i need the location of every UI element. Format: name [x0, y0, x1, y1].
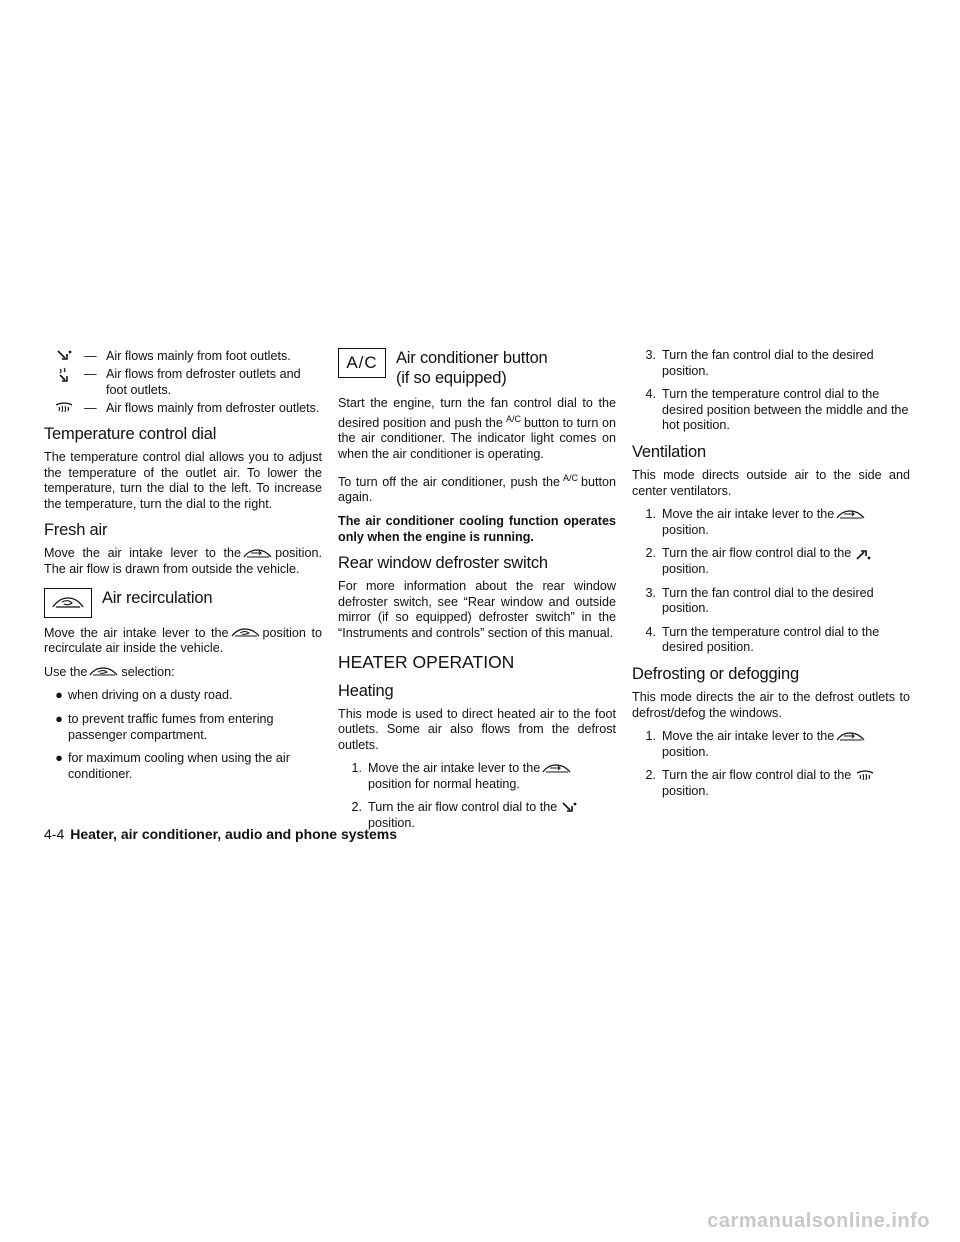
mode-description: Air flows mainly from foot outlets. — [106, 349, 291, 363]
mode-row-defroster — [44, 400, 322, 416]
recirculation-icon — [44, 588, 92, 618]
face-airflow-icon — [855, 547, 871, 561]
foot-airflow-icon — [561, 801, 577, 815]
recirc-use: Use the selection: — [44, 664, 175, 679]
heater-operation-heading: HEATER OPERATION — [338, 651, 515, 672]
defrosting-body: This mode directs the air to the defrost outlets to defrost/defog the windows. — [632, 689, 910, 720]
ac-heading-sub: (if so equipped) — [396, 369, 507, 387]
fresh-air-heading: Fresh air — [44, 521, 108, 540]
list-item: 3. Turn the fan control dial to the desired position. — [645, 348, 874, 378]
defrost-foot-airflow-icon — [44, 366, 84, 398]
heating-body: This mode is used to direct heated air to the foot outlets. Some air also flows from the defrost outlets. — [338, 706, 616, 752]
list-item: 3. Turn the fan control dial to the desired position. — [645, 585, 874, 616]
fresh-air-intake-icon — [834, 730, 868, 744]
ac-body: Start the engine, turn the fan control dial to the desired position and push the $^{A/C}$ button to turn on the air conditioner. The indicator light comes on when the air conditioner is operating. — [338, 396, 616, 461]
list-item: 1. Move the air intake lever to the position. — [632, 729, 910, 760]
heating-heading: Heating — [338, 681, 394, 700]
rear-defroster-body: For more information about the rear window defroster switch, see “Rear window and outside mirror (if so equipped) defroster switch” in the “Instruments and controls” section of this manual. — [338, 579, 616, 640]
page-footer — [44, 826, 397, 842]
chapter-title: Heater, air conditioner, audio and phone systems — [70, 826, 397, 842]
ventilation-body: This mode directs outside air to the side and center ventilators. — [632, 467, 910, 498]
column-right — [632, 348, 910, 807]
mode-description: Air flows from defroster outlets and foot outlets. — [106, 367, 301, 397]
list-item: 2. Turn the air flow control dial to the position. — [632, 546, 910, 577]
temperature-body: The temperature control dial allows you to adjust the temperature of the outlet air. To lower the temperature, turn the dial to the left. To increase the temperature, turn the dial to the right. — [44, 450, 322, 511]
list-item: 2. Turn the air flow control dial to the position. — [338, 800, 616, 831]
column-left — [44, 348, 322, 790]
mode-dash: — — [84, 401, 97, 415]
fresh-air-body: Move the air intake lever to the position. The air flow is drawn from outside the vehicle. — [44, 546, 322, 576]
column-middle — [338, 348, 616, 840]
mode-dash: — — [84, 367, 97, 381]
recirc-heading-box — [44, 588, 322, 618]
recirc-body: Move the air intake lever to the position to recirculate air inside the vehicle. — [44, 625, 322, 656]
list-item: 1. Move the air intake lever to the position for normal heating. — [338, 761, 616, 792]
temperature-heading: Temperature control dial — [44, 425, 217, 443]
mode-dash: — — [84, 349, 97, 363]
fresh-air-intake-icon — [241, 547, 275, 561]
fresh-air-intake-icon — [834, 508, 868, 522]
recirc-heading: Air recirculation — [102, 588, 213, 607]
list-item: ● for maximum cooling when using the air conditioner. — [44, 751, 322, 782]
bullet-icon: ● — [55, 711, 63, 726]
bullet-icon: ● — [55, 688, 63, 703]
mode-description: Air flows mainly from defroster outlets. — [106, 401, 320, 415]
recirculation-icon — [87, 665, 121, 679]
defrosting-heading: Defrosting or defogging — [632, 664, 799, 683]
bullet-icon: ● — [55, 751, 63, 766]
recirculation-icon — [229, 626, 263, 640]
ac-inline-icon: A/C — [505, 413, 521, 424]
ac-off: To turn off the air conditioner, push the $^{A/C}$ button again. — [338, 472, 616, 505]
rear-defroster-heading: Rear window defroster switch — [338, 554, 548, 573]
list-item: 2. Turn the air flow control dial to the position. — [632, 768, 910, 799]
foot-airflow-icon — [44, 348, 84, 364]
defroster-icon — [855, 769, 875, 783]
ac-heading: Air conditioner button — [396, 349, 548, 367]
ventilation-heading: Ventilation — [632, 442, 706, 461]
list-item: ● when driving on a dusty road. — [44, 688, 322, 704]
defroster-icon — [44, 400, 84, 416]
page-number: 4-4 — [44, 826, 65, 842]
list-item: 4. Turn the temperature control dial to the desired position between the middle and the hot position. — [645, 387, 909, 433]
ac-heading-box — [338, 348, 616, 388]
mode-row-foot — [44, 348, 322, 364]
ac-button-icon: A/C — [338, 348, 386, 378]
list-item: 4. Turn the temperature control dial to the desired position. — [645, 624, 880, 655]
ac-warning: The air conditioner cooling function operates only when the engine is running. — [338, 513, 616, 544]
watermark: carmanualsonline.info — [707, 1210, 930, 1232]
fresh-air-intake-icon — [540, 762, 574, 776]
ac-inline-icon: A/C — [562, 472, 578, 483]
list-item: ● to prevent traffic fumes from entering passenger compartment. — [44, 712, 322, 743]
mode-row-defrost-foot — [44, 366, 322, 398]
list-item: 1. Move the air intake lever to the position. — [632, 507, 910, 538]
